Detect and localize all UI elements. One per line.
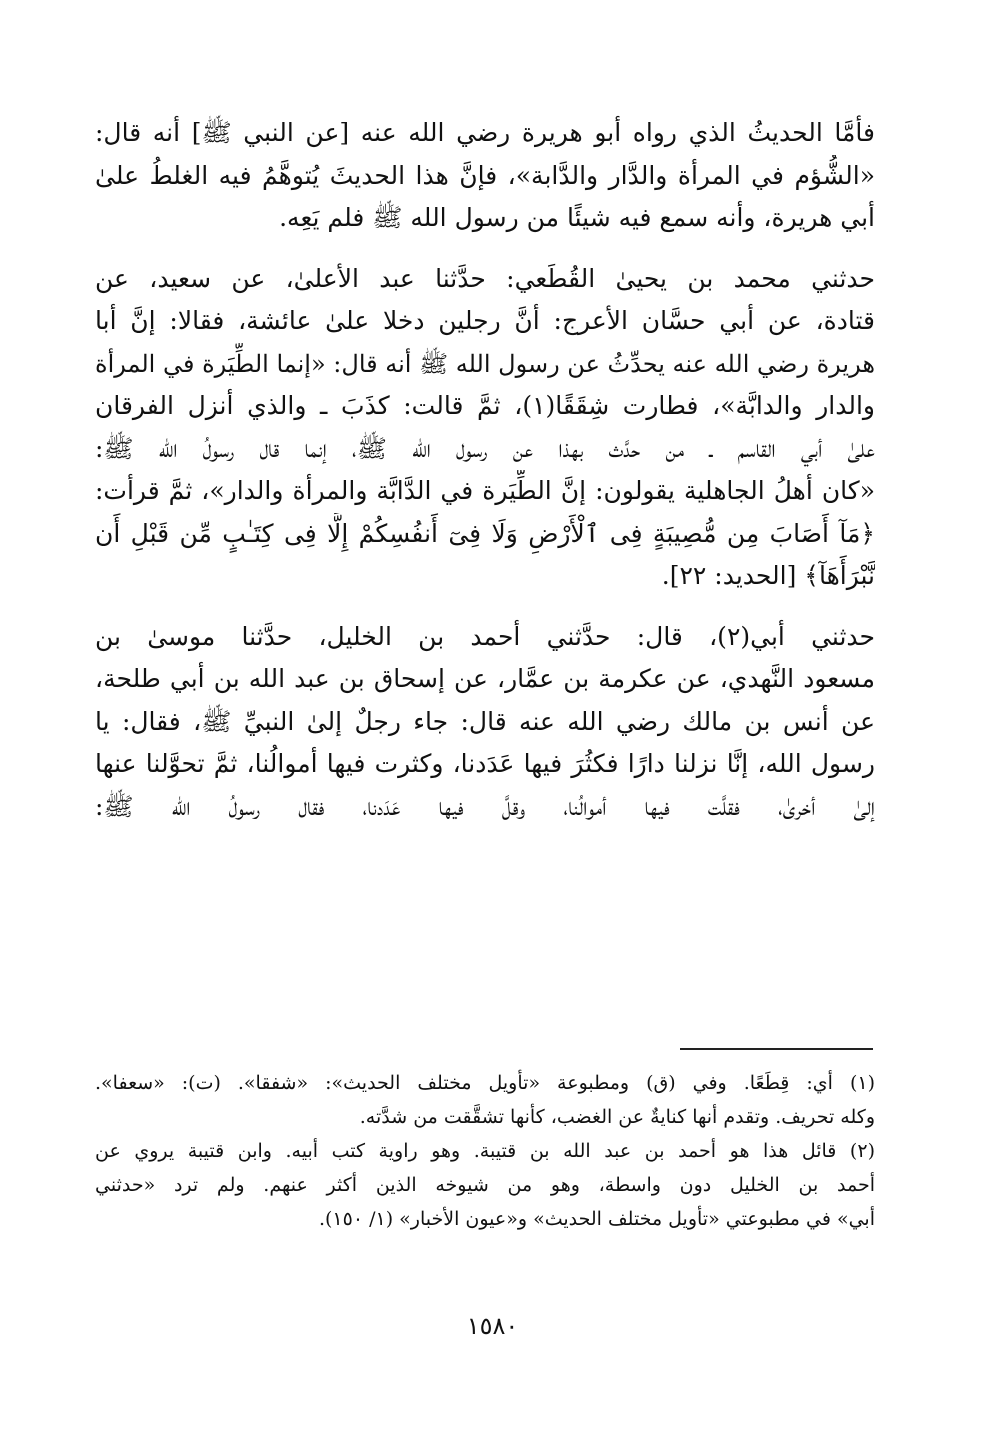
footnote-line: (١) أي: قِطَعًا. وفي (ق) ومطبوعة «تأويل مختلف الحديث»: «شفقا». (ت): «سعفا». xyxy=(95,1072,875,1094)
text-line: حدثني أبي(٢)، قال: حدَّثني أحمد بن الخليل، حدَّثنا موسىٰ بن xyxy=(95,621,875,651)
text-line: والدار والدابَّة»، فطارت شِقَقًا(١)، ثمَّ قالت: كذَبَ ـ والذي أنزل الفرقان xyxy=(95,391,875,420)
text-line: هريرة رضي الله عنه يحدِّثُ عن رسول الله ﷺ أنه قال: «إنما الطِّيَرة في المرأة xyxy=(95,349,875,378)
text-line: قتادة، عن أبي حسَّان الأعرج: أنَّ رجلين دخلا علىٰ عائشة، فقالا: إنَّ أبا xyxy=(95,306,875,335)
text-line: فأمَّا الحديثُ الذي رواه أبو هريرة رضي الله عنه [عن النبي ﷺ] أنه قال: xyxy=(95,118,875,147)
footnotes xyxy=(95,1066,875,1236)
text-line: حدثني محمد بن يحيىٰ القُطَعي: حدَّثنا عبد الأعلىٰ، عن سعيد، عن xyxy=(95,263,875,293)
quran-verse-line: نَّبْرَأَهَآ﴾ [الحديد: ٢٢]. xyxy=(661,561,875,590)
paragraph xyxy=(95,258,875,598)
footnote-separator xyxy=(680,1048,873,1050)
text-line: علىٰ أبي القاسم ـ من حدَّث بهذا عن رسول الله ﷺ، إنما قال رسولُ الله ﷺ: xyxy=(95,433,875,463)
footnote-line: (٢) قائل هذا هو أحمد بن عبد الله بن قتيبة. وهو راوية كتب أبيه. وابن قتيبة يروي عن xyxy=(95,1140,875,1162)
text-line: عن أنس بن مالك رضي الله عنه قال: جاء رجلٌ إلىٰ النبيِّ ﷺ، فقال: يا xyxy=(95,706,875,736)
footnote-line: وكله تحريف. وتقدم أنها كنايةٌ عن الغضب، كأنها تشقَّقت من شدَّته. xyxy=(359,1106,875,1128)
paragraph xyxy=(95,616,875,829)
text-line: «الشُّؤم في المرأة والدَّار والدَّابة»، فإنَّ هذا الحديثَ يُتوهَّمُ فيه الغلطُ علىٰ xyxy=(95,160,875,190)
main-text xyxy=(95,112,875,828)
footnote xyxy=(95,1066,875,1134)
text-line: أبي هريرة، وأنه سمع فيه شيئًا من رسول الله ﷺ فلم يَعِه. xyxy=(279,203,875,232)
footnote-line: أبي» في مطبوعتي «تأويل مختلف الحديث» و«عيون الأخبار» (١/ ١٥٠). xyxy=(318,1208,875,1230)
quran-verse-line: ﴿مَآ أَصَابَ مِن مُّصِيبَةٍ فِى ٱلْأَرْضِ وَلَا فِىٓ أَنفُسِكُمْ إِلَّا فِى كِتَـٰبٍ مِّن قَبْلِ أَن xyxy=(95,518,875,548)
footnote xyxy=(95,1134,875,1236)
paragraph xyxy=(95,112,875,240)
text-line: «كان أهلُ الجاهلية يقولون: إنَّ الطِّيَرة في الدَّابَّة والمرأة والدار»، ثمَّ قرأت: xyxy=(95,476,875,505)
text-line: مسعود النَّهدي، عن عكرمة بن عمَّار، عن إسحاق بن عبد الله بن أبي طلحة، xyxy=(95,664,875,693)
page-number: ١٥٨٠ xyxy=(466,1312,519,1340)
footnote-line: أحمد بن الخليل دون واسطة، وهو من شيوخه الذين أكثر عنهم. ولم ترد «حدثني xyxy=(95,1174,875,1196)
text-line: إلىٰ أخرىٰ، فقلَّت فيها أموالُنا، وقلَّ فيها عَدَدنا، فقال رسولُ الله ﷺ: xyxy=(95,791,875,821)
text-line: رسول الله، إنَّا نزلنا دارًا فكثُرَ فيها عَدَدنا، وكثرت فيها أموالُنا، ثمَّ تحوَّلنا عنها xyxy=(95,749,875,778)
